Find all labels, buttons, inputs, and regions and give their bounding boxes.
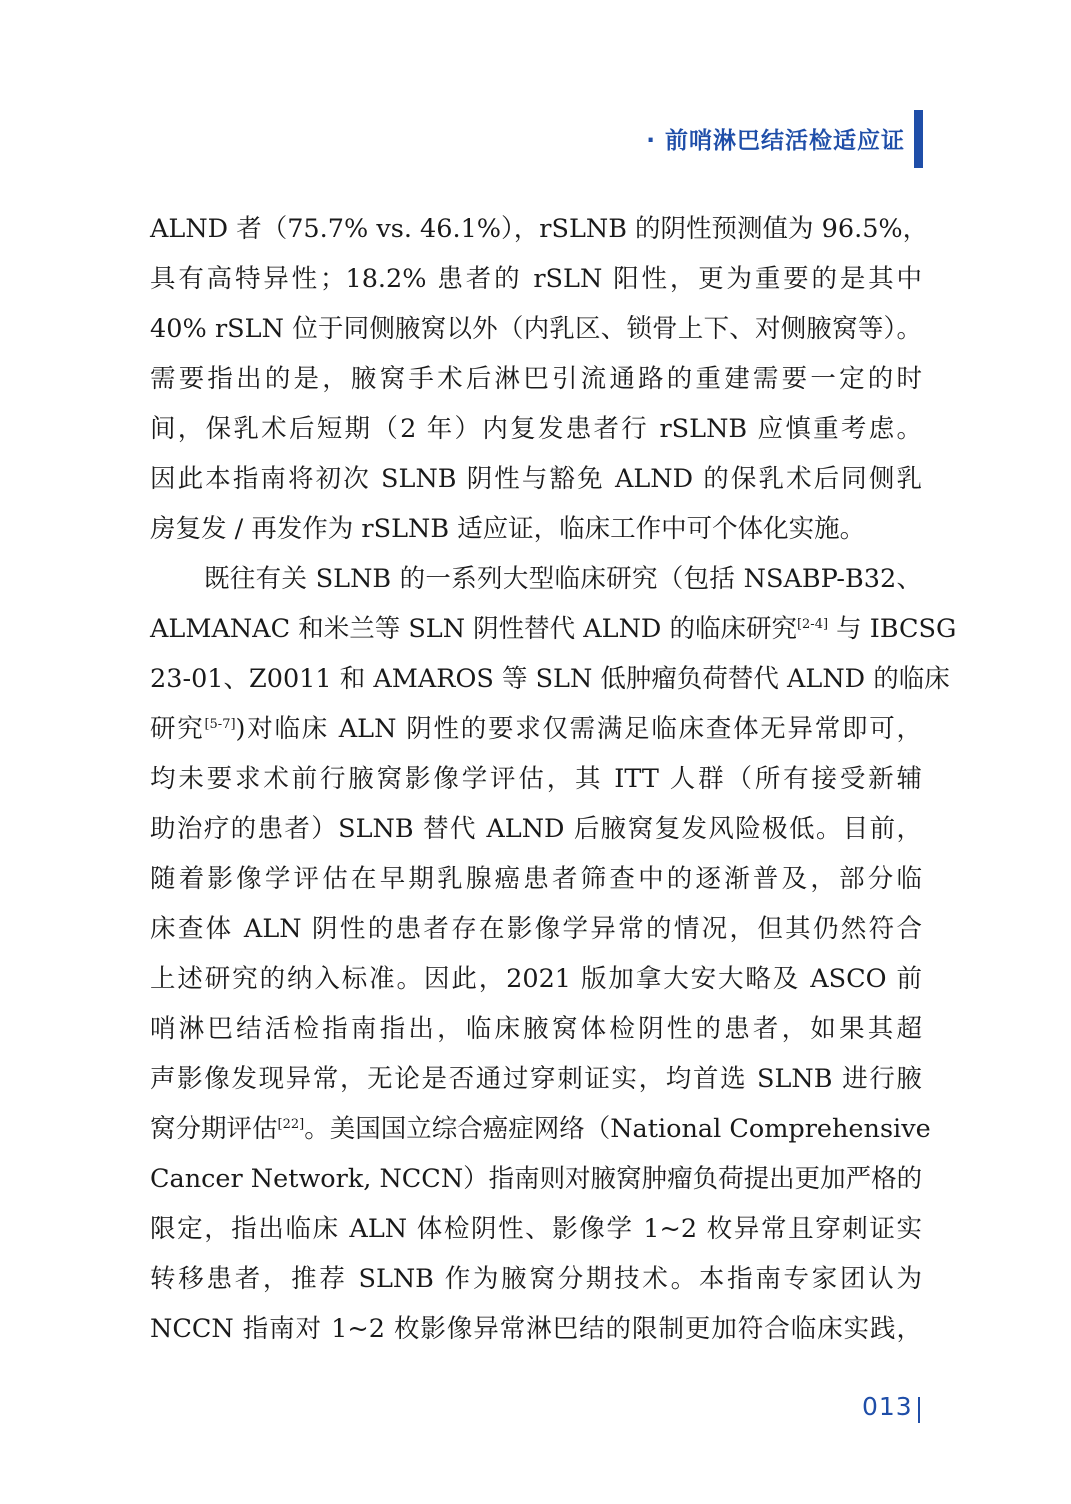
paragraph-1 — [150, 204, 929, 554]
body-text — [150, 204, 957, 1354]
text-line: 转移患者，推荐 SLNB 作为腋窝分期技术。本指南专家团认为 — [150, 1264, 922, 1294]
header-accent-bar — [914, 110, 923, 168]
text-line: 既往有关 SLNB 的一系列大型临床研究（包括 NSABP-B32、 — [204, 564, 922, 594]
text-segment: 研究 — [150, 714, 205, 744]
text-line: Cancer Network, NCCN）指南则对腋窝肿瘤负荷提出更加严格的 — [150, 1164, 923, 1194]
text-line: 限定，指出临床 ALN 体检阴性、影像学 1~2 枚异常且穿刺证实 — [150, 1214, 922, 1244]
text-segment: )对临床 ALN 阴性的要求仅需满足临床查体无异常即可， — [235, 714, 922, 744]
text-line: ALND 者（75.7% vs. 46.1%），rSLNB 的阴性预测值为 96.5%， — [150, 214, 929, 244]
text-line: NCCN 指南对 1~2 枚影像异常淋巴结的限制更加符合临床实践， — [150, 1314, 922, 1344]
text-line: 上述研究的纳入标准。因此，2021 版加拿大安大略及 ASCO 前 — [150, 964, 922, 994]
text-line — [150, 704, 922, 754]
text-line: 哨淋巴结活检指南指出，临床腋窝体检阴性的患者，如果其超 — [150, 1014, 922, 1044]
text-line: 随着影像学评估在早期乳腺癌患者筛查中的逐渐普及，部分临 — [150, 864, 922, 894]
text-line — [150, 604, 957, 654]
text-line: 声影像发现异常，无论是否通过穿刺证实，均首选 SLNB 进行腋 — [150, 1064, 922, 1094]
text-line: 具有高特异性；18.2% 患者的 rSLN 阳性，更为重要的是其中 — [150, 264, 922, 294]
text-segment: 与 IBCSG — [836, 614, 957, 644]
text-line: 40% rSLN 位于同侧腋窝以外（内乳区、锁骨上下、对侧腋窝等）。 — [150, 314, 922, 344]
text-line: 助治疗的患者）SLNB 替代 ALND 后腋窝复发风险极低。目前， — [150, 814, 922, 844]
paragraph-2 — [150, 554, 957, 1354]
text-segment: 。美国国立综合癌症网络（National Comprehensive — [304, 1114, 931, 1144]
text-line: 房复发 / 再发作为 rSLNB 适应证，临床工作中可个体化实施。 — [150, 514, 866, 544]
citation-ref[interactable]: [22] — [277, 1117, 305, 1132]
text-segment: 窝分期评估 — [150, 1114, 278, 1144]
page-number: 013 — [862, 1392, 913, 1421]
text-line: 均未要求术前行腋窝影像学评估，其 ITT 人群（所有接受新辅 — [150, 764, 922, 794]
citation-ref[interactable]: [2-4] — [796, 617, 829, 632]
text-line: 23-01、Z0011 和 AMAROS 等 SLN 低肿瘤负荷替代 ALND 的临床 — [150, 664, 950, 694]
page-number-divider — [918, 1397, 920, 1423]
running-header-title: · 前哨淋巴结活检适应证 — [646, 128, 905, 154]
text-line: 需要指出的是，腋窝手术后淋巴引流通路的重建需要一定的时 — [150, 364, 922, 394]
citation-ref[interactable]: [5-7] — [204, 717, 236, 732]
text-line — [150, 1104, 931, 1154]
text-line: 因此本指南将初次 SLNB 阴性与豁免 ALND 的保乳术后同侧乳 — [150, 464, 922, 494]
text-segment: ALMANAC 和米兰等 SLN 阴性替代 ALND 的临床研究 — [150, 614, 797, 644]
text-line: 床查体 ALN 阴性的患者存在影像学异常的情况，但其仍然符合 — [150, 914, 922, 944]
text-line: 间，保乳术后短期（2 年）内复发患者行 rSLNB 应慎重考虑。 — [150, 414, 922, 444]
